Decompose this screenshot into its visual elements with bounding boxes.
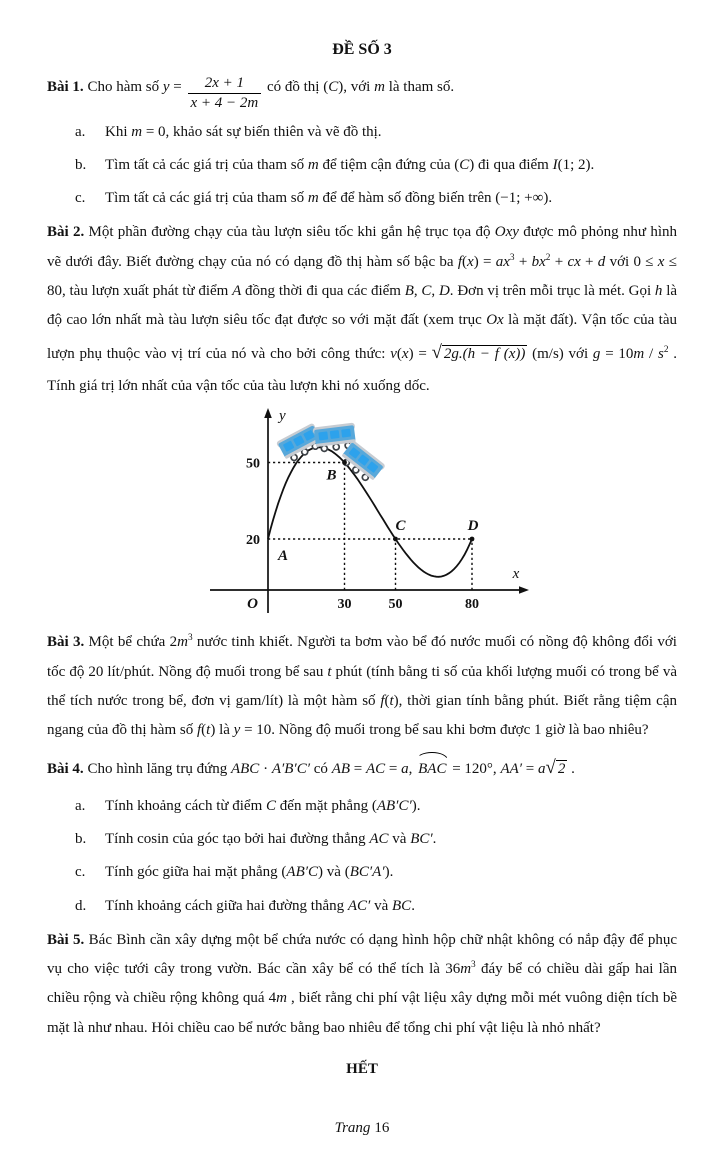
math-text: m [633,346,645,363]
text-run: = 10. Nồng độ muối trong bể sau khi bơm được 1 giờ là bao nhiêu? [240,722,649,738]
text-run: Một phần đường chạy của tàu lượn siêu tốc khi gắn hệ trục tọa độ [84,224,495,241]
math-text: m [460,961,472,978]
math-text: C [328,79,339,96]
problem-item [47,151,677,180]
math-text: C [266,797,277,814]
origin-label: O [247,596,258,613]
math-text: B [404,282,414,299]
x-tick-label: 50 [388,597,403,613]
problem-paragraph [47,926,677,1043]
math-text: y [162,79,170,96]
text-run: = 0, khảo sát sự biến thiên và vẽ đồ thị. [142,123,382,140]
math-text: AC [365,761,386,778]
item-label: c. [75,864,86,881]
text-run: . Đơn vị trên mỗi trục là mét. Gọi [449,282,655,299]
text-run: . [567,761,575,778]
math-text: C [421,282,432,299]
math-text: Ox [486,312,504,329]
math-text: BC′A′ [349,864,385,881]
text-run: ) là [210,722,234,738]
x-tick-label: 30 [337,597,352,613]
sqrt-expression [432,346,528,362]
text-run: Cho hàm số [83,79,163,96]
point-label: B [326,467,337,484]
superscript: 3 [509,252,515,263]
text-run: + [550,253,568,270]
text-run: Tính cosin của góc tạo bởi hai đường thẳng [105,831,370,848]
text-run: ). [384,864,394,881]
text-run: = [169,79,186,96]
text-run: ) và ( [318,864,350,881]
text-run: đồng thời đi qua các điểm [241,282,405,299]
sqrt-radicand: 2 [557,761,566,778]
y-axis-arrow [264,408,272,418]
math-text: Oxy [494,224,519,241]
point-dot [393,537,398,542]
item-label: b. [75,831,87,848]
text-run: ) đi qua điểm [469,156,553,173]
math-text: m [307,190,319,207]
point-label: C [395,518,406,535]
text-run: Tìm tất cả các giá trị của tham số [105,156,308,173]
bold-text: Bài 4. [47,761,84,778]
x-axis-arrow [519,586,529,594]
text-run: , [413,282,422,299]
y-axis-label: y [279,408,286,425]
sqrt-radicand: 2g.(h − f (x)) [443,346,526,363]
text-run: là độ cao lớn nhất mà tàu lượn siêu tốc đạt được so với mặt đất (xem trục [47,282,678,329]
problem-item [47,858,677,887]
math-text: h [654,282,663,299]
text-run: + [514,253,532,270]
math-text: f [457,253,463,270]
angle-widehat: BAC [416,755,448,784]
text-run: Bác Bình cần xây dựng một bể chứa nước có dạng hình hộp chữ nhật không có nắp đậy để phục vụ cho việc tưới cây trong vườn. Bác cần xây bể có thể tích là 36 [47,931,677,978]
text-run: và [388,831,411,848]
text-run: , biết rằng chi phí vật liệu xây dựng mỗi mét vuông diện tích bề mặt là như nhau. Hỏi chiều cao bể nước bằng bao nhiêu để tổng chi phí vật liệu là nhỏ nhất? [47,990,678,1036]
math-text: m [131,123,143,140]
text-run: Tìm tất cả các giá trị của tham số [105,190,308,207]
item-text [105,858,677,887]
math-text: AC [369,831,389,848]
problem-paragraph [47,218,677,401]
superscript: 2 [663,345,669,356]
math-text: y [233,722,241,738]
bold-text: Bài 1. [47,79,84,96]
text-run: và [370,897,393,914]
problem-paragraph [47,73,677,113]
superscript: 3 [187,633,193,644]
problem-paragraph [47,628,677,745]
text-run: . [432,831,437,848]
text-run: = 10 [600,346,634,363]
point-dot [342,460,347,465]
math-text: m [374,79,385,96]
math-text: t [206,722,211,738]
bold-text: Bài 5. [47,931,85,948]
text-run: ( [396,346,402,363]
problem-item [47,892,677,921]
text-run: có đồ thị ( [263,79,329,96]
math-text: A′B′C′ [271,761,311,778]
math-text: d [597,253,606,270]
item-text [105,151,677,180]
text-run: với 0 ≤ [605,253,658,270]
car-window [318,432,328,441]
math-text: s [657,346,664,363]
text-run: ) = [408,346,432,363]
math-text: m [276,990,287,1007]
math-text: m [307,156,319,173]
car-window [341,429,351,438]
text-run: = [350,761,366,778]
fraction-denominator: x + 4 − 2m [188,93,262,113]
footer-label: Trang [334,1120,371,1137]
item-label: a. [75,123,86,140]
text-run: Khi [105,123,132,140]
y-tick-label: 20 [246,533,260,549]
text-run: là mặt đất). Vận tốc của tàu lượn phụ thuộc vào vị trí của nó và cho bởi công thức: [47,312,677,363]
math-text: bx [531,253,546,270]
text-run: nước tinh khiết. Người ta bơm vào bể đó nước muối có nồng độ không đổi với tốc độ 20 lít/phút. Nồng độ muối trong bể sau [47,634,677,680]
y-tick-label: 50 [246,456,260,472]
page-footer [47,1114,677,1143]
math-text: AA′ [500,761,523,778]
fraction-numerator: 2x + 1 [204,75,244,92]
text-run: (1; 2). [557,156,595,173]
math-text: m [177,634,188,651]
text-run: Tính khoảng cách từ điểm [105,797,267,814]
math-text: ax [495,253,510,270]
text-run: ) = [473,253,496,270]
roller-coaster-graph [204,406,544,620]
sqrt-expression [546,761,568,777]
point-dot [470,537,475,542]
text-run: Một bể chứa 2 [84,634,178,651]
item-label: b. [75,156,87,173]
problem-item [47,118,677,147]
math-text: x [467,253,474,270]
item-text [105,792,677,821]
text-run: Tính khoảng cách giữa hai đường thẳng [105,897,348,914]
text-run: (m/s) với [527,346,593,363]
text-run: . Tính giá trị lớn nhất của vận tốc của tàu lượn khi nó xuống dốc. [47,346,678,394]
car-window [330,430,340,439]
item-text [105,118,677,147]
text-run: đáy bể có chiều dài gấp hai lần chiều rộng và chiều rộng không quá 4 [47,961,677,1007]
item-text [105,825,677,854]
fraction [188,74,262,113]
end-marker: HẾT [346,1060,378,1077]
text-run: , [431,282,439,299]
text-run: Tính góc giữa hai mặt phẳng ( [105,864,287,881]
text-run: ( [462,253,468,270]
point-label: A [277,548,289,565]
text-run: · [259,761,272,778]
math-text: I [552,156,558,173]
math-text: cx [567,253,581,270]
math-text: g [592,346,601,363]
math-text: AC′ [347,897,371,914]
text-run: đến mặt phẳng ( [276,797,377,814]
text-run: ≤ 80, tàu lượn xuất phát từ điểm [47,253,677,299]
math-text: C [459,156,470,173]
item-label: c. [75,190,86,207]
math-text: AB [331,761,351,778]
superscript: 3 [471,960,476,971]
text-run: + [580,253,598,270]
math-text: BC [392,897,412,914]
problem-item [47,792,677,821]
item-text [105,892,677,921]
math-text: f [196,722,202,738]
text-run: = 120°, [448,761,501,778]
text-run: = [522,761,539,778]
text-run: / [644,346,658,363]
text-run: là tham số. [384,79,455,96]
math-text: ABC [230,761,260,778]
math-text: x [401,346,409,363]
problems [47,73,677,1043]
item-text [105,184,677,213]
math-text: f [380,692,385,709]
point-label: D [467,518,479,535]
text-run: ( [384,692,390,709]
item-label: a. [75,797,86,814]
text-run: ), thời gian tính bằng phút. Biết rằng tiệm cận ngang của đồ thị hàm số [47,692,677,738]
text-run: . [411,897,415,914]
text-run: ), với [338,79,375,96]
math-text: x [657,253,665,270]
superscript: 2 [545,252,551,263]
page-title: ĐỀ SỐ 3 [332,41,392,58]
math-text: AB′C′ [376,797,412,814]
math-text: A [232,282,242,299]
math-text: a [538,761,546,778]
math-text: BC′ [410,831,433,848]
text-run: để tiệm cận đứng của ( [318,156,460,173]
problem-paragraph [47,750,677,787]
math-text: D [438,282,450,299]
math-text: t [327,663,332,680]
bold-text: Bài 3. [47,634,85,651]
text-run: được mô phỏng như hình vẽ dưới đây. Biết đường chạy của nó có dạng đồ thị hàm số bậc ba [47,224,677,270]
text-run: Cho hình lăng trụ đứng [83,761,231,778]
math-text: AB′C [286,864,319,881]
x-tick-label: 80 [465,597,479,613]
math-text: v [390,346,397,363]
text-run: , [408,761,417,778]
text-run: có [310,761,332,778]
text-run: = [385,761,402,778]
math-text: t [389,692,394,709]
text-run: phút (tính bằng ti số của khối lượng muối có trong bể và thể tích nước trong bể, đơn vị gam/lít) là một hàm số [47,663,677,709]
text-run: ). [411,797,421,814]
figure-wrap [59,406,689,620]
problem-item [47,825,677,854]
footer-page: 16 [374,1120,390,1137]
problem-item [47,184,677,213]
item-label: d. [75,897,87,914]
x-axis-label: x [512,566,520,583]
math-text: a [401,761,409,778]
bold-text: Bài 2. [47,224,85,241]
text-run: ( [201,722,207,738]
text-run: để để hàm số đồng biến trên (−1; +∞). [318,190,553,207]
